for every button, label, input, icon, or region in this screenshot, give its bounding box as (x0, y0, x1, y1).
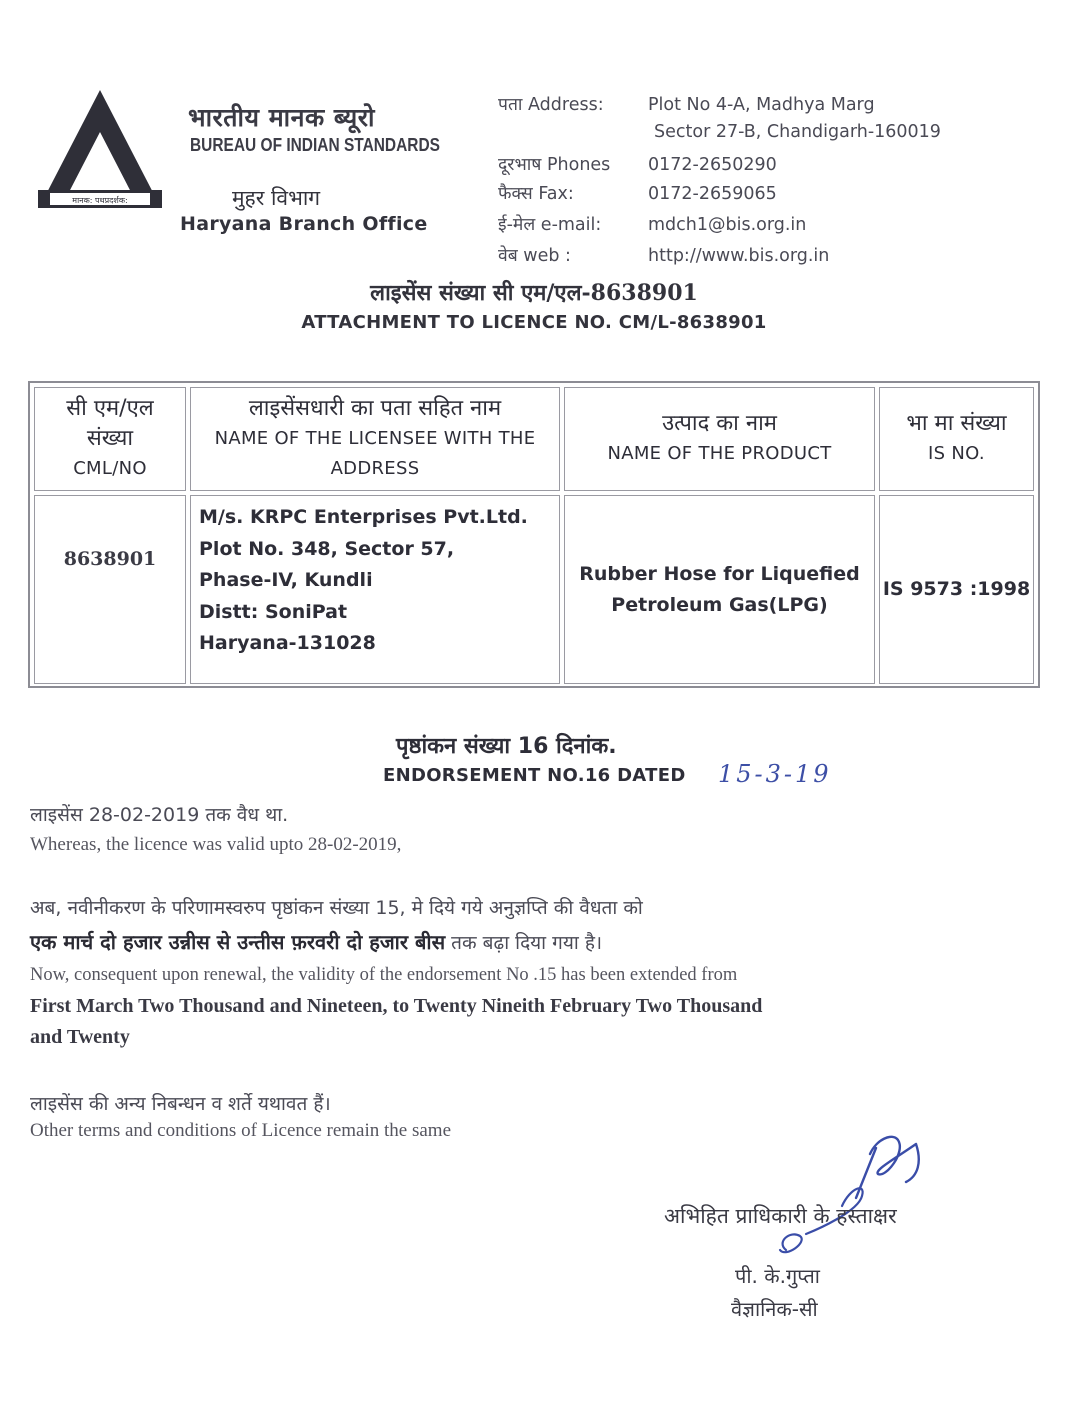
renewal-english-line2: First March Two Thousand and Nineteen, to Twenty Nineith February Two Thousand (30, 995, 763, 1017)
contact-address-line2: Sector 27-B, Chandigarh-160019 (654, 122, 941, 142)
header-is-no: भा मा संख्या IS NO. (879, 387, 1034, 491)
org-name-english: BUREAU OF INDIAN STANDARDS (190, 135, 440, 155)
contact-web[interactable]: वेब web : http://www.bis.org.in (498, 246, 830, 266)
address-line: Plot No. 348, Sector 57, (199, 537, 455, 560)
renewal-hindi-line1: अब, नवीनीकरण के परिणामस्वरुप पृष्ठांकन संख्या 15, मे दिये गये अनुज्ञप्ति की वैधता को (30, 897, 643, 919)
valid-upto-hindi: लाइसेंस 28-02-2019 तक वैध था. (30, 804, 289, 826)
org-name-hindi: भारतीय मानक ब्यूरो (188, 103, 375, 132)
licence-title-hindi: लाइसेंस संख्या सी एम/एल-8638901 (370, 280, 698, 306)
signatory-designation: वैज्ञानिक-सी (731, 1297, 818, 1321)
address-line: Phase-IV, Kundli (199, 569, 373, 591)
signature-title: अभिहित प्राधिकारी के हस्ताक्षर (664, 1204, 897, 1228)
dept-name-hindi: मुहर विभाग (232, 186, 321, 210)
dept-name-english: Haryana Branch Office (180, 213, 428, 235)
endorsement-date-handwritten: 15-3-19 (718, 760, 832, 788)
licence-title-english: ATTACHMENT TO LICENCE NO. CM/L-8638901 (301, 312, 767, 333)
endorsement-title-hindi: पृष्ठांकन संख्या 16 दिनांक. (396, 734, 617, 759)
terms-hindi: लाइसेंस की अन्य निबन्धन व शर्ते यथावत हैं। (30, 1093, 331, 1115)
header-licensee: लाइसेंसधारी का पता सहित नाम NAME OF THE LICENSEE WITH THE ADDRESS (190, 387, 560, 491)
contact-fax: फैक्स Fax: 0172-2659065 (498, 184, 777, 204)
contact-email[interactable]: ई-मेल e-mail: mdch1@bis.org.in (498, 215, 807, 235)
signature-scribble (746, 1118, 936, 1266)
logo-caption: मानक: पथप्रदर्शक: (72, 196, 128, 205)
address-line: Distt: SoniPat (199, 600, 348, 623)
licence-table (28, 381, 1040, 688)
renewal-hindi-line2: एक मार्च दो हजार उन्नीस से उन्तीस फ़रवरी दो हजार बीस तक बढ़ा दिया गया है। (30, 930, 603, 954)
contact-phone: दूरभाष Phones 0172-2650290 (498, 155, 777, 175)
header-product: उत्पाद का नाम NAME OF THE PRODUCT (564, 387, 875, 491)
cml-no-cell: 8638901 (34, 495, 186, 684)
header-cml-no: सी एम/एल संख्या CML/NO (34, 387, 186, 491)
contact-address: पता Address: Plot No 4-A, Madhya Marg (498, 95, 875, 115)
bis-logo (36, 86, 164, 216)
address-line: M/s. KRPC Enterprises Pvt.Ltd. (199, 506, 528, 528)
licensee-address-cell (190, 495, 560, 684)
endorsement-title-english: ENDORSEMENT NO.16 DATED (383, 765, 686, 786)
terms-english: Other terms and conditions of Licence remain the same (30, 1120, 452, 1141)
renewal-english-line3: and Twenty (30, 1026, 130, 1048)
signatory-name: पी. के.गुप्ता (735, 1264, 820, 1288)
address-line: Haryana-131028 (199, 632, 376, 654)
is-no-cell: IS 9573 :1998 (879, 495, 1034, 684)
product-cell: Rubber Hose for Liquefied Petroleum Gas(LPG) (564, 495, 875, 684)
valid-upto-english: Whereas, the licence was valid upto 28-02-2019, (30, 834, 402, 855)
renewal-english-line1: Now, consequent upon renewal, the validity of the endorsement No .15 has been extended from (30, 965, 738, 985)
